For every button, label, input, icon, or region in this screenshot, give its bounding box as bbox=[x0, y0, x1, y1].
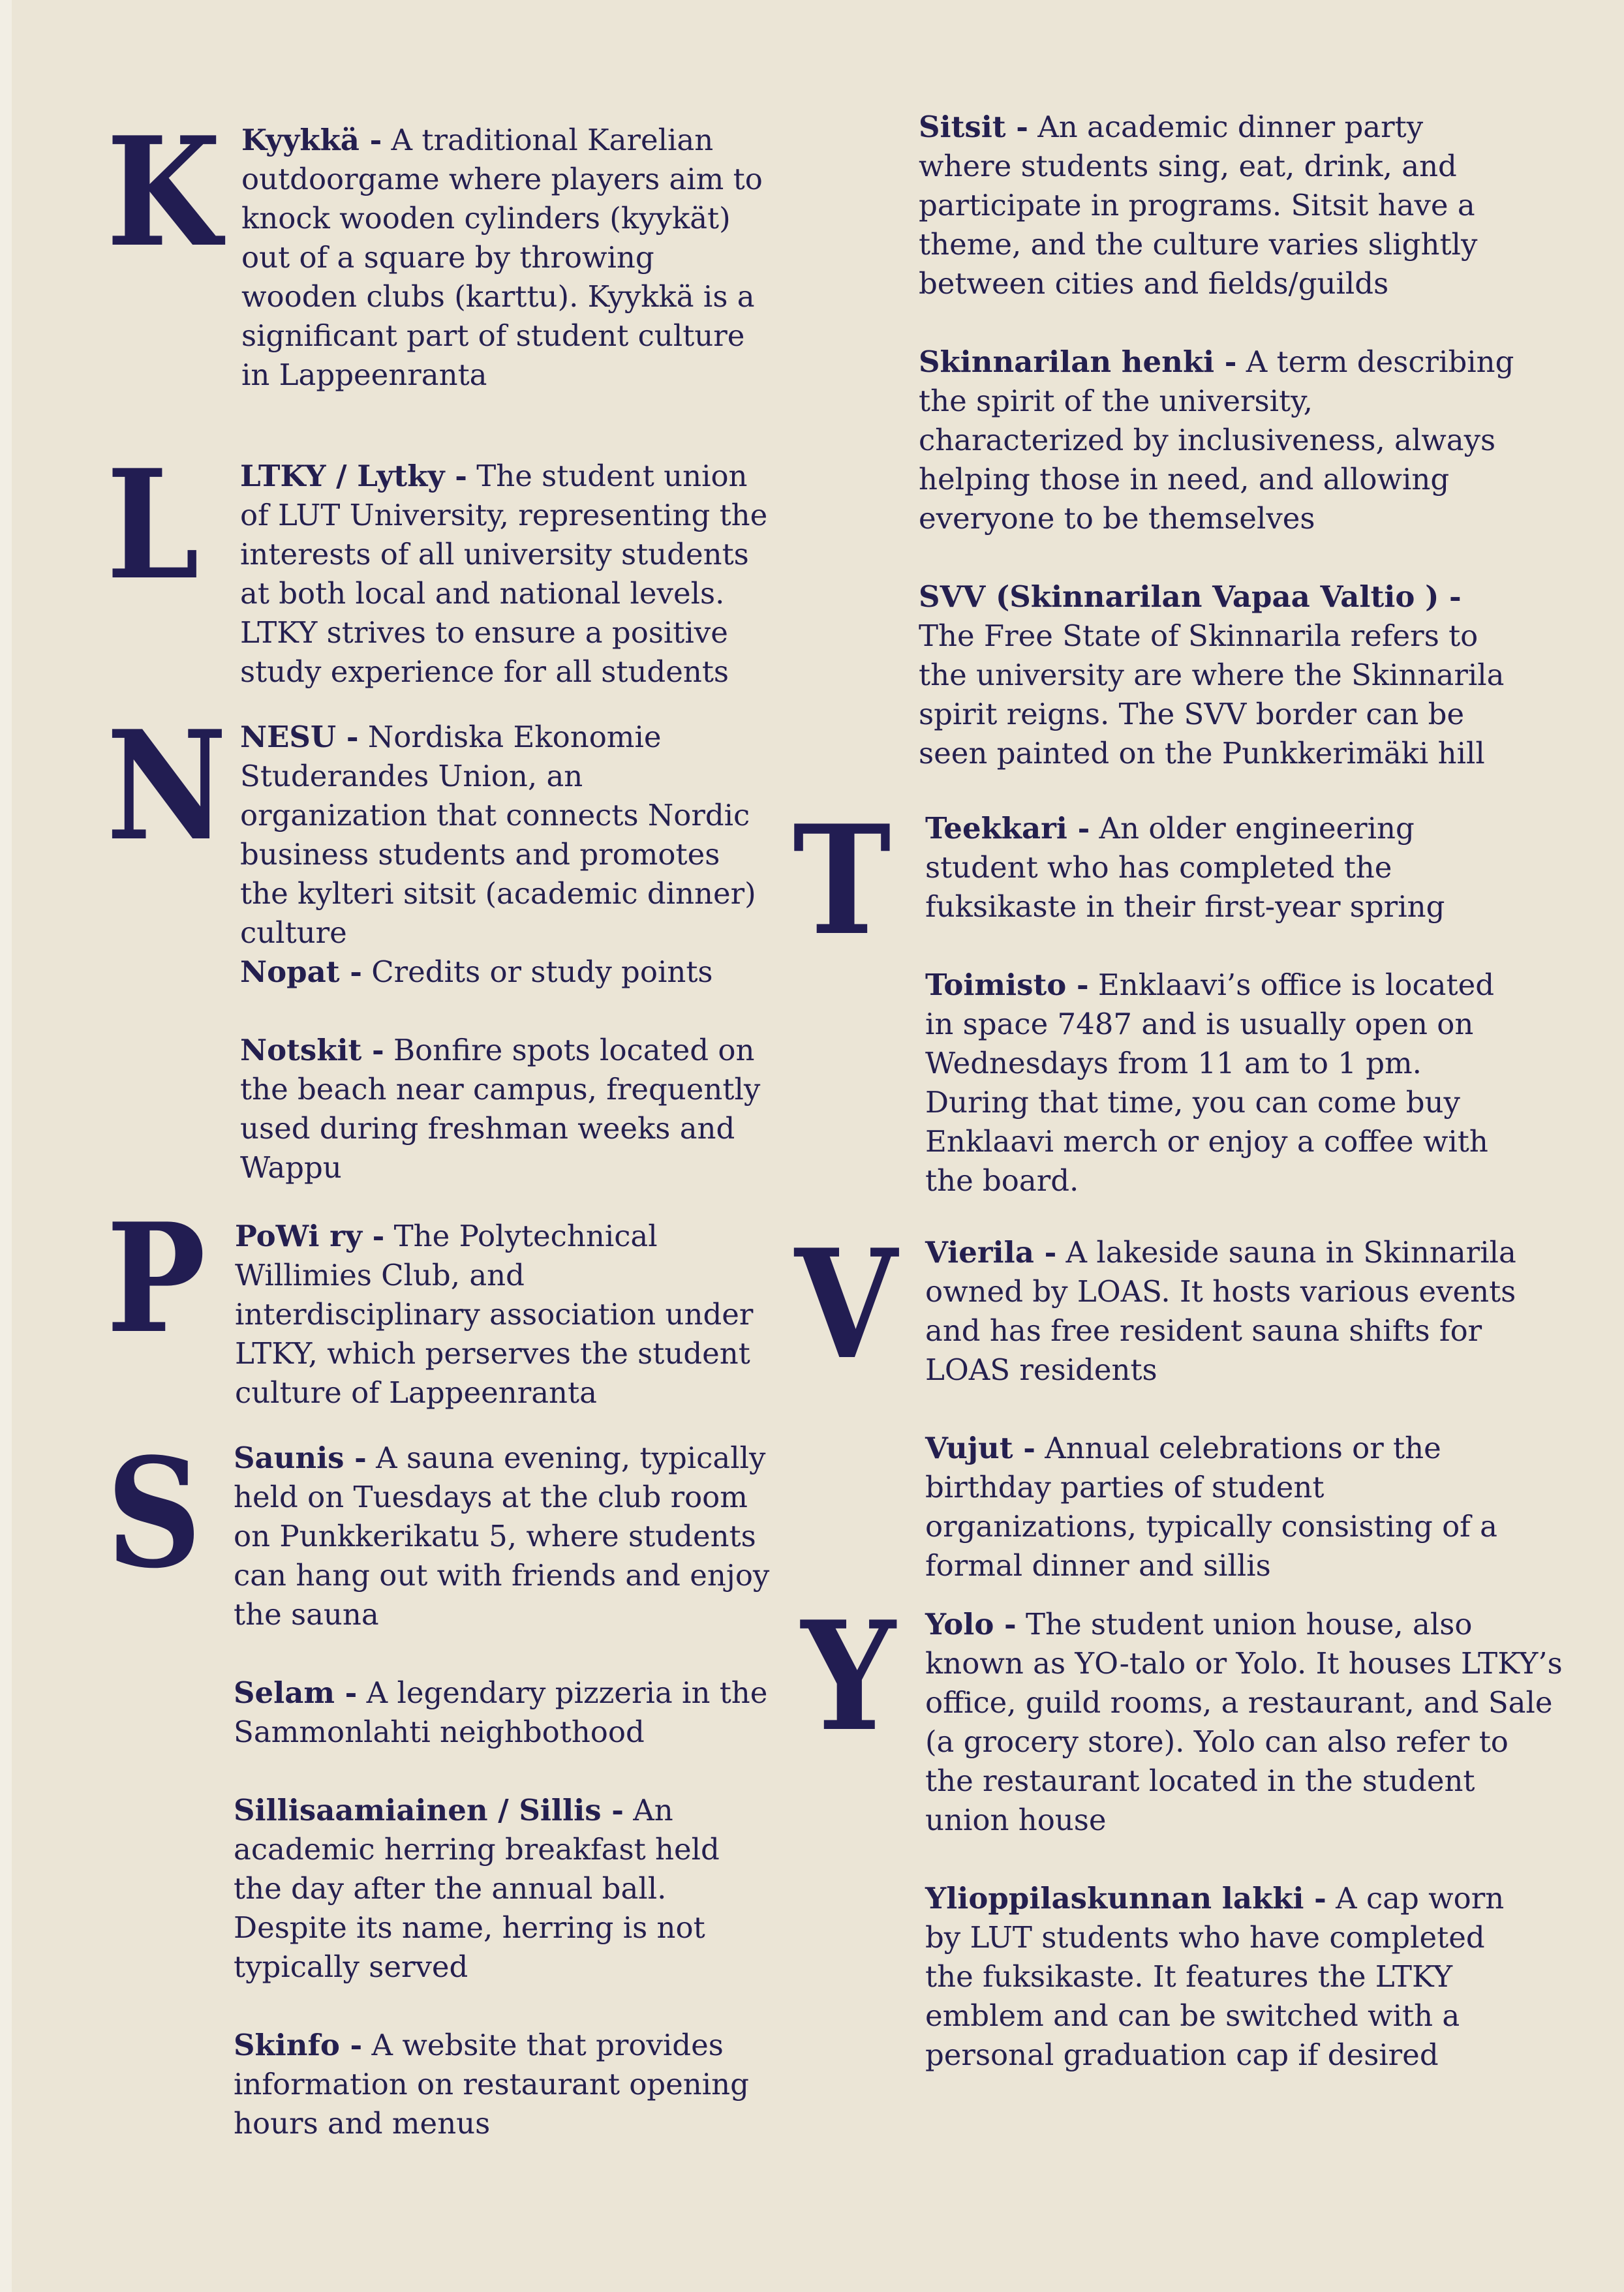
entry-term: Selam - bbox=[234, 1675, 358, 1710]
entry-description: Annual celebrations or the birthday parties of student organizations, typically consisting of a formal dinner and sillis bbox=[925, 1431, 1497, 1583]
glossary-entry-nesu bbox=[240, 718, 775, 953]
glossary-entry-yolo bbox=[925, 1605, 1565, 1840]
entry-description: The student union of LUT University, representing the interests of all university students at both local and national levels. LTKY strives to ensure a positive study experience for all students bbox=[240, 459, 768, 689]
entry-description: Credits or study points bbox=[361, 955, 713, 989]
entry-description: An academic dinner party where students sing, eat, drink, and participate in programs. Sitsit have a theme, and the culture varies slightly between cities and fields/guilds bbox=[919, 110, 1478, 301]
entry-description: A cap worn by LUT students who have completed the fuksikaste. It features the LTKY emblem and can be switched with a personal graduation cap if desired bbox=[925, 1881, 1505, 2072]
glossary-entry-kyykka bbox=[241, 121, 776, 395]
entry-term: LTKY / Lytky - bbox=[240, 459, 467, 493]
letter-t: T bbox=[793, 793, 888, 969]
entry-term: NESU - bbox=[240, 720, 359, 754]
entry-term: Skinfo - bbox=[234, 2028, 363, 2062]
entry-description: An academic herring breakfast held the day after the annual ball. Despite its name, herring is not typically served bbox=[234, 1793, 720, 1984]
glossary-entry-skinnarilan-henki bbox=[919, 343, 1519, 538]
letter-n: N bbox=[106, 698, 224, 874]
entry-term: Vujut - bbox=[925, 1431, 1035, 1465]
glossary-entry-skinfo bbox=[234, 2026, 775, 2143]
entry-description: A sauna evening, typically held on Tuesdays at the club room on Punkkerikatu 5, where students can hang out with friends and enjoy the sauna bbox=[234, 1441, 770, 1632]
glossary-entry-vujut bbox=[925, 1429, 1519, 1585]
entry-term: Teekkari - bbox=[925, 811, 1090, 846]
entry-term: Kyykkä - bbox=[241, 123, 382, 157]
entry-term: Nopat - bbox=[240, 955, 362, 989]
entry-description: Enklaavi’s office is located in space 7487 and is usually open on Wednesdays from 11 am to 1 pm. During that time, you can come buy Enklaavi merch or enjoy a coffee with the board. bbox=[925, 968, 1495, 1198]
entry-description: A website that provides information on restaurant opening hours and menus bbox=[234, 2028, 749, 2141]
glossary-entry-teekkari bbox=[925, 809, 1519, 926]
entry-term: Vierila - bbox=[925, 1235, 1057, 1270]
entry-term: Skinnarilan henki - bbox=[919, 344, 1237, 379]
entry-term: PoWi ry - bbox=[235, 1219, 385, 1253]
letter-v: V bbox=[795, 1217, 894, 1393]
glossary-entry-sillis bbox=[234, 1791, 775, 1987]
glossary-entry-selam bbox=[234, 1673, 775, 1752]
entry-term: SVV (Skinnarilan Vapaa Valtio ) - bbox=[919, 579, 1462, 614]
glossary-entry-svv bbox=[919, 577, 1519, 773]
letter-l: L bbox=[106, 437, 196, 613]
glossary-entry-powi bbox=[235, 1217, 776, 1413]
entry-description: Bonfire spots located on the beach near campus, frequently used during freshman weeks and Wappu bbox=[240, 1033, 761, 1185]
entry-description: A legendary pizzeria in the Sammonlahti neighbothood bbox=[234, 1675, 768, 1749]
entry-description: The Free State of Skinnarila refers to the university are where the Skinnarila spirit reigns. The SVV border can be seen painted on the Punkkerimäki hill bbox=[919, 619, 1505, 771]
glossary-entry-sitsit bbox=[919, 108, 1519, 303]
entry-term: Sitsit - bbox=[919, 110, 1028, 144]
entry-term: Yolo - bbox=[925, 1607, 1017, 1642]
entry-description: A term describing the spirit of the university, characterized by inclusiveness, always helping those in need, and allowing everyone to be themselves bbox=[919, 344, 1514, 536]
letter-s: S bbox=[106, 1426, 198, 1602]
glossary-entry-toimisto bbox=[925, 966, 1519, 1200]
entry-term: Toimisto - bbox=[925, 968, 1089, 1002]
glossary-entry-nopat bbox=[240, 953, 775, 992]
glossary-entry-saunis bbox=[234, 1439, 775, 1634]
letter-p: P bbox=[106, 1191, 202, 1367]
entry-term: Notskit - bbox=[240, 1033, 384, 1067]
entry-term: Sillisaamiainen / Sillis - bbox=[234, 1793, 624, 1827]
entry-description: A traditional Karelian outdoorgame where players aim to knock wooden cylinders (kyykät) out of a square by throwing wooden clubs (karttu). Kyykkä is a significant part of student culture in Lappeenranta bbox=[241, 123, 763, 392]
glossary-entry-ltky bbox=[240, 457, 775, 692]
letter-y: Y bbox=[801, 1589, 893, 1765]
entry-description: The Polytechnical Willimies Club, and interdisciplinary association under LTKY, which perserves the student culture of Lappeenranta bbox=[235, 1219, 754, 1410]
entry-description: A lakeside sauna in Skinnarila owned by LOAS. It hosts various events and has free resident sauna shifts for LOAS residents bbox=[925, 1235, 1516, 1387]
glossary-entry-notskit bbox=[240, 1031, 775, 1187]
letter-k: K bbox=[106, 104, 218, 281]
entry-term: Ylioppilaskunnan lakki - bbox=[925, 1881, 1326, 1916]
glossary-entry-ylioppilaskunnan-lakki bbox=[925, 1879, 1539, 2075]
glossary-entry-vierila bbox=[925, 1233, 1519, 1390]
entry-description: An older engineering student who has completed the fuksikaste in their first-year spring bbox=[925, 811, 1445, 924]
entry-description: The student union house, also known as YO-talo or Yolo. It houses LTKY’s office, guild rooms, a restaurant, and Sale (a grocery store). Yolo can also refer to the restaurant located in the student union house bbox=[925, 1607, 1563, 1837]
entry-term: Saunis - bbox=[234, 1441, 367, 1475]
entry-description: Nordiska Ekonomie Studerandes Union, an organization that connects Nordic business students and promotes the kylteri sitsit (academic dinner) culture bbox=[240, 720, 756, 950]
page-edge bbox=[0, 0, 12, 2292]
